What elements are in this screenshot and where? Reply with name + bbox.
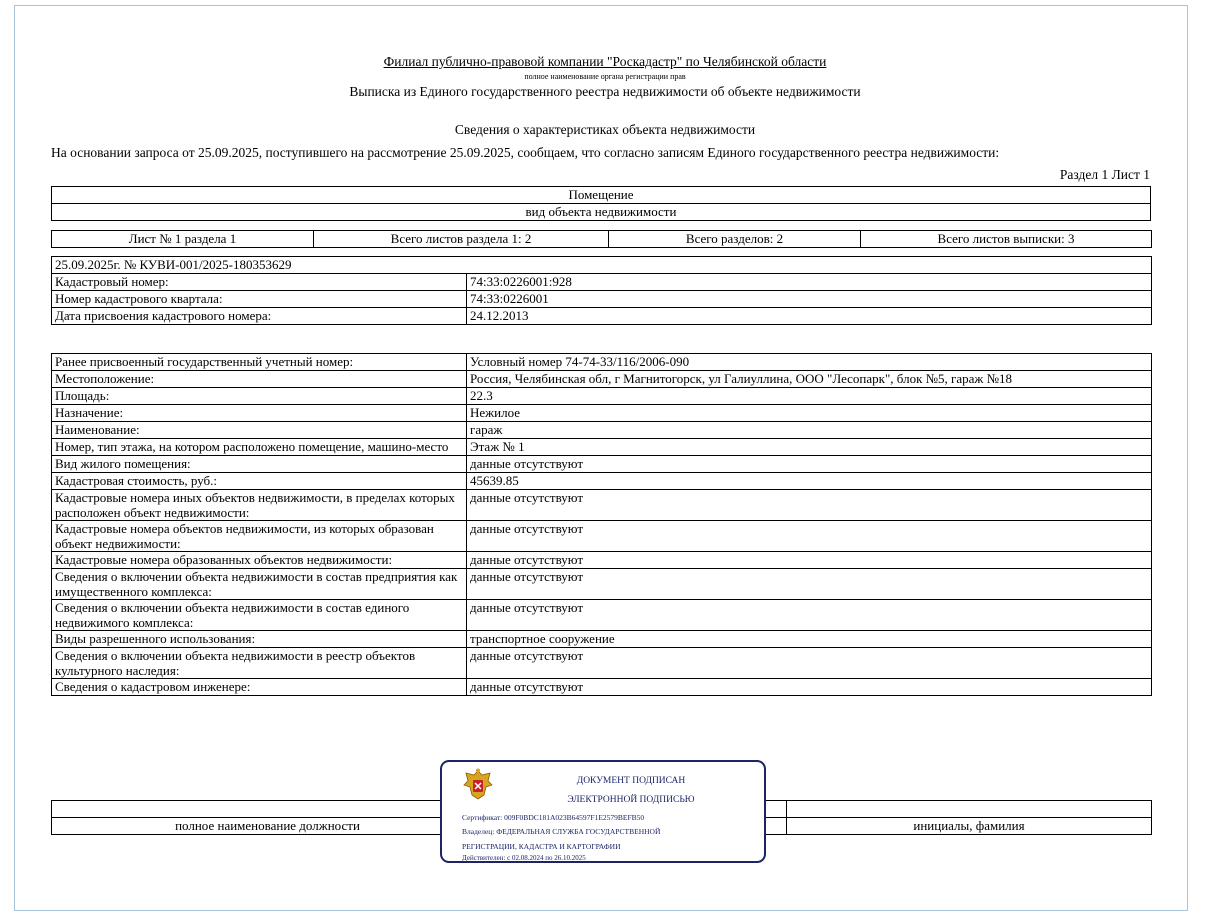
field-label: Площадь:: [52, 388, 467, 405]
sheets-in-section: Всего листов раздела 1: 2: [314, 231, 609, 248]
table-row: [52, 679, 1152, 696]
date-number: 25.09.2025г. № КУВИ-001/2025-180353629: [52, 257, 1152, 274]
position-caption: полное наименование должности: [52, 818, 484, 835]
stamp-line1: ДОКУМЕНТ ПОДПИСАН: [576, 776, 686, 786]
field-label: Назначение:: [52, 405, 467, 422]
electronic-signature-stamp: [440, 760, 766, 863]
stamp-owner: Владелец: ФЕДЕРАЛЬНАЯ СЛУЖБА ГОСУДАРСТВЕННОЙ: [462, 827, 661, 836]
field-label: Виды разрешенного использования:: [52, 631, 467, 648]
stamp-line2: ЭЛЕКТРОННОЙ ПОДПИСЬЮ: [567, 795, 695, 805]
table-row: [52, 422, 1152, 439]
object-type-table: [51, 186, 1151, 221]
table-row: [52, 388, 1152, 405]
field-label: Дата присвоения кадастрового номера:: [52, 308, 467, 325]
field-label: Местоположение:: [52, 371, 467, 388]
field-value: гараж: [467, 422, 1152, 439]
basic-info-table: [51, 256, 1152, 325]
table-row: [52, 648, 1152, 679]
table-row: [52, 439, 1152, 456]
table-row: [52, 490, 1152, 521]
table-row: [52, 600, 1152, 631]
total-sheets: Всего листов выписки: 3: [861, 231, 1152, 248]
field-value: 74:33:0226001: [467, 291, 1152, 308]
authority-name: Филиал публично-правовой компании "Роскадастр" по Челябинской области: [383, 54, 827, 69]
field-value: данные отсутствуют: [467, 648, 1152, 679]
field-label: Номер, тип этажа, на котором расположено помещение, машино-место: [52, 439, 467, 456]
field-label: Кадастровые номера иных объектов недвижимости, в пределах которых расположен объект недвижимости:: [52, 490, 467, 521]
table-row: [52, 521, 1152, 552]
table-row: [52, 405, 1152, 422]
name-caption: инициалы, фамилия: [787, 818, 1152, 835]
intro-text: На основании запроса от 25.09.2025, поступившего на рассмотрение 25.09.2025, сообщаем, что согласно записям Единого государственного реестра недвижимости:: [51, 145, 1000, 160]
field-value: данные отсутствуют: [467, 521, 1152, 552]
field-value: данные отсутствуют: [467, 456, 1152, 473]
table-row: [52, 291, 1152, 308]
sheets-table: [51, 230, 1152, 248]
field-label: Сведения о включении объекта недвижимости в состав предприятия как имущественного комплекса:: [52, 569, 467, 600]
field-label: Кадастровый номер:: [52, 274, 467, 291]
name-field: [787, 801, 1152, 818]
table-row: [52, 456, 1152, 473]
field-label: Кадастровая стоимость, руб.:: [52, 473, 467, 490]
field-label: Кадастровые номера объектов недвижимости, из которых образован объект недвижимости:: [52, 521, 467, 552]
field-value: 24.12.2013: [467, 308, 1152, 325]
field-label: Ранее присвоенный государственный учетный номер:: [52, 354, 467, 371]
field-value: 22.3: [467, 388, 1152, 405]
table-row: [52, 569, 1152, 600]
field-value: транспортное сооружение: [467, 631, 1152, 648]
field-value: 74:33:0226001:928: [467, 274, 1152, 291]
table-row: [52, 274, 1152, 291]
table-row: [52, 308, 1152, 325]
authority-caption: полное наименование органа регистрации прав: [524, 72, 686, 81]
details-table: [51, 353, 1152, 696]
field-value: данные отсутствуют: [467, 679, 1152, 696]
stamp-certificate: Сертификат: 009F0BDC181A023B64597F1E2579BEFB50: [462, 813, 645, 822]
field-label: Номер кадастрового квартала:: [52, 291, 467, 308]
field-value: Нежилое: [467, 405, 1152, 422]
field-value: данные отсутствуют: [467, 600, 1152, 631]
field-value: данные отсутствуют: [467, 552, 1152, 569]
document-subtitle: Сведения о характеристиках объекта недвижимости: [454, 122, 756, 137]
table-row: [52, 552, 1152, 569]
field-value: Этаж № 1: [467, 439, 1152, 456]
stamp-valid: Действителен: с 02.08.2024 по 26.10.2025: [462, 854, 586, 862]
object-type-caption: вид объекта недвижимости: [52, 204, 1151, 221]
total-sections: Всего разделов: 2: [609, 231, 861, 248]
field-value: данные отсутствуют: [467, 490, 1152, 521]
field-label: Наименование:: [52, 422, 467, 439]
object-type-value: Помещение: [52, 187, 1151, 204]
field-label: Сведения о включении объекта недвижимости в состав единого недвижимого комплекса:: [52, 600, 467, 631]
section-label: Раздел 1 Лист 1: [1059, 167, 1150, 182]
table-row: [52, 473, 1152, 490]
sheet-number: Лист № 1 раздела 1: [52, 231, 314, 248]
field-label: Кадастровые номера образованных объектов недвижимости:: [52, 552, 467, 569]
field-value: Россия, Челябинская обл, г Магнитогорск, ул Галиуллина, ООО "Лесопарк", блок №5, гараж №18: [467, 371, 1152, 388]
field-label: Сведения о кадастровом инженере:: [52, 679, 467, 696]
field-value: данные отсутствуют: [467, 569, 1152, 600]
document-title: Выписка из Единого государственного реестра недвижимости об объекте недвижимости: [349, 84, 861, 99]
table-row: [52, 371, 1152, 388]
position-field: [52, 801, 484, 818]
table-row: [52, 354, 1152, 371]
table-row: [52, 631, 1152, 648]
field-value: 45639.85: [467, 473, 1152, 490]
field-label: Вид жилого помещения:: [52, 456, 467, 473]
field-label: Сведения о включении объекта недвижимости в реестр объектов культурного наследия:: [52, 648, 467, 679]
field-value: Условный номер 74-74-33/116/2006-090: [467, 354, 1152, 371]
stamp-owner2: РЕГИСТРАЦИИ, КАДАСТРА И КАРТОГРАФИИ: [462, 842, 621, 851]
